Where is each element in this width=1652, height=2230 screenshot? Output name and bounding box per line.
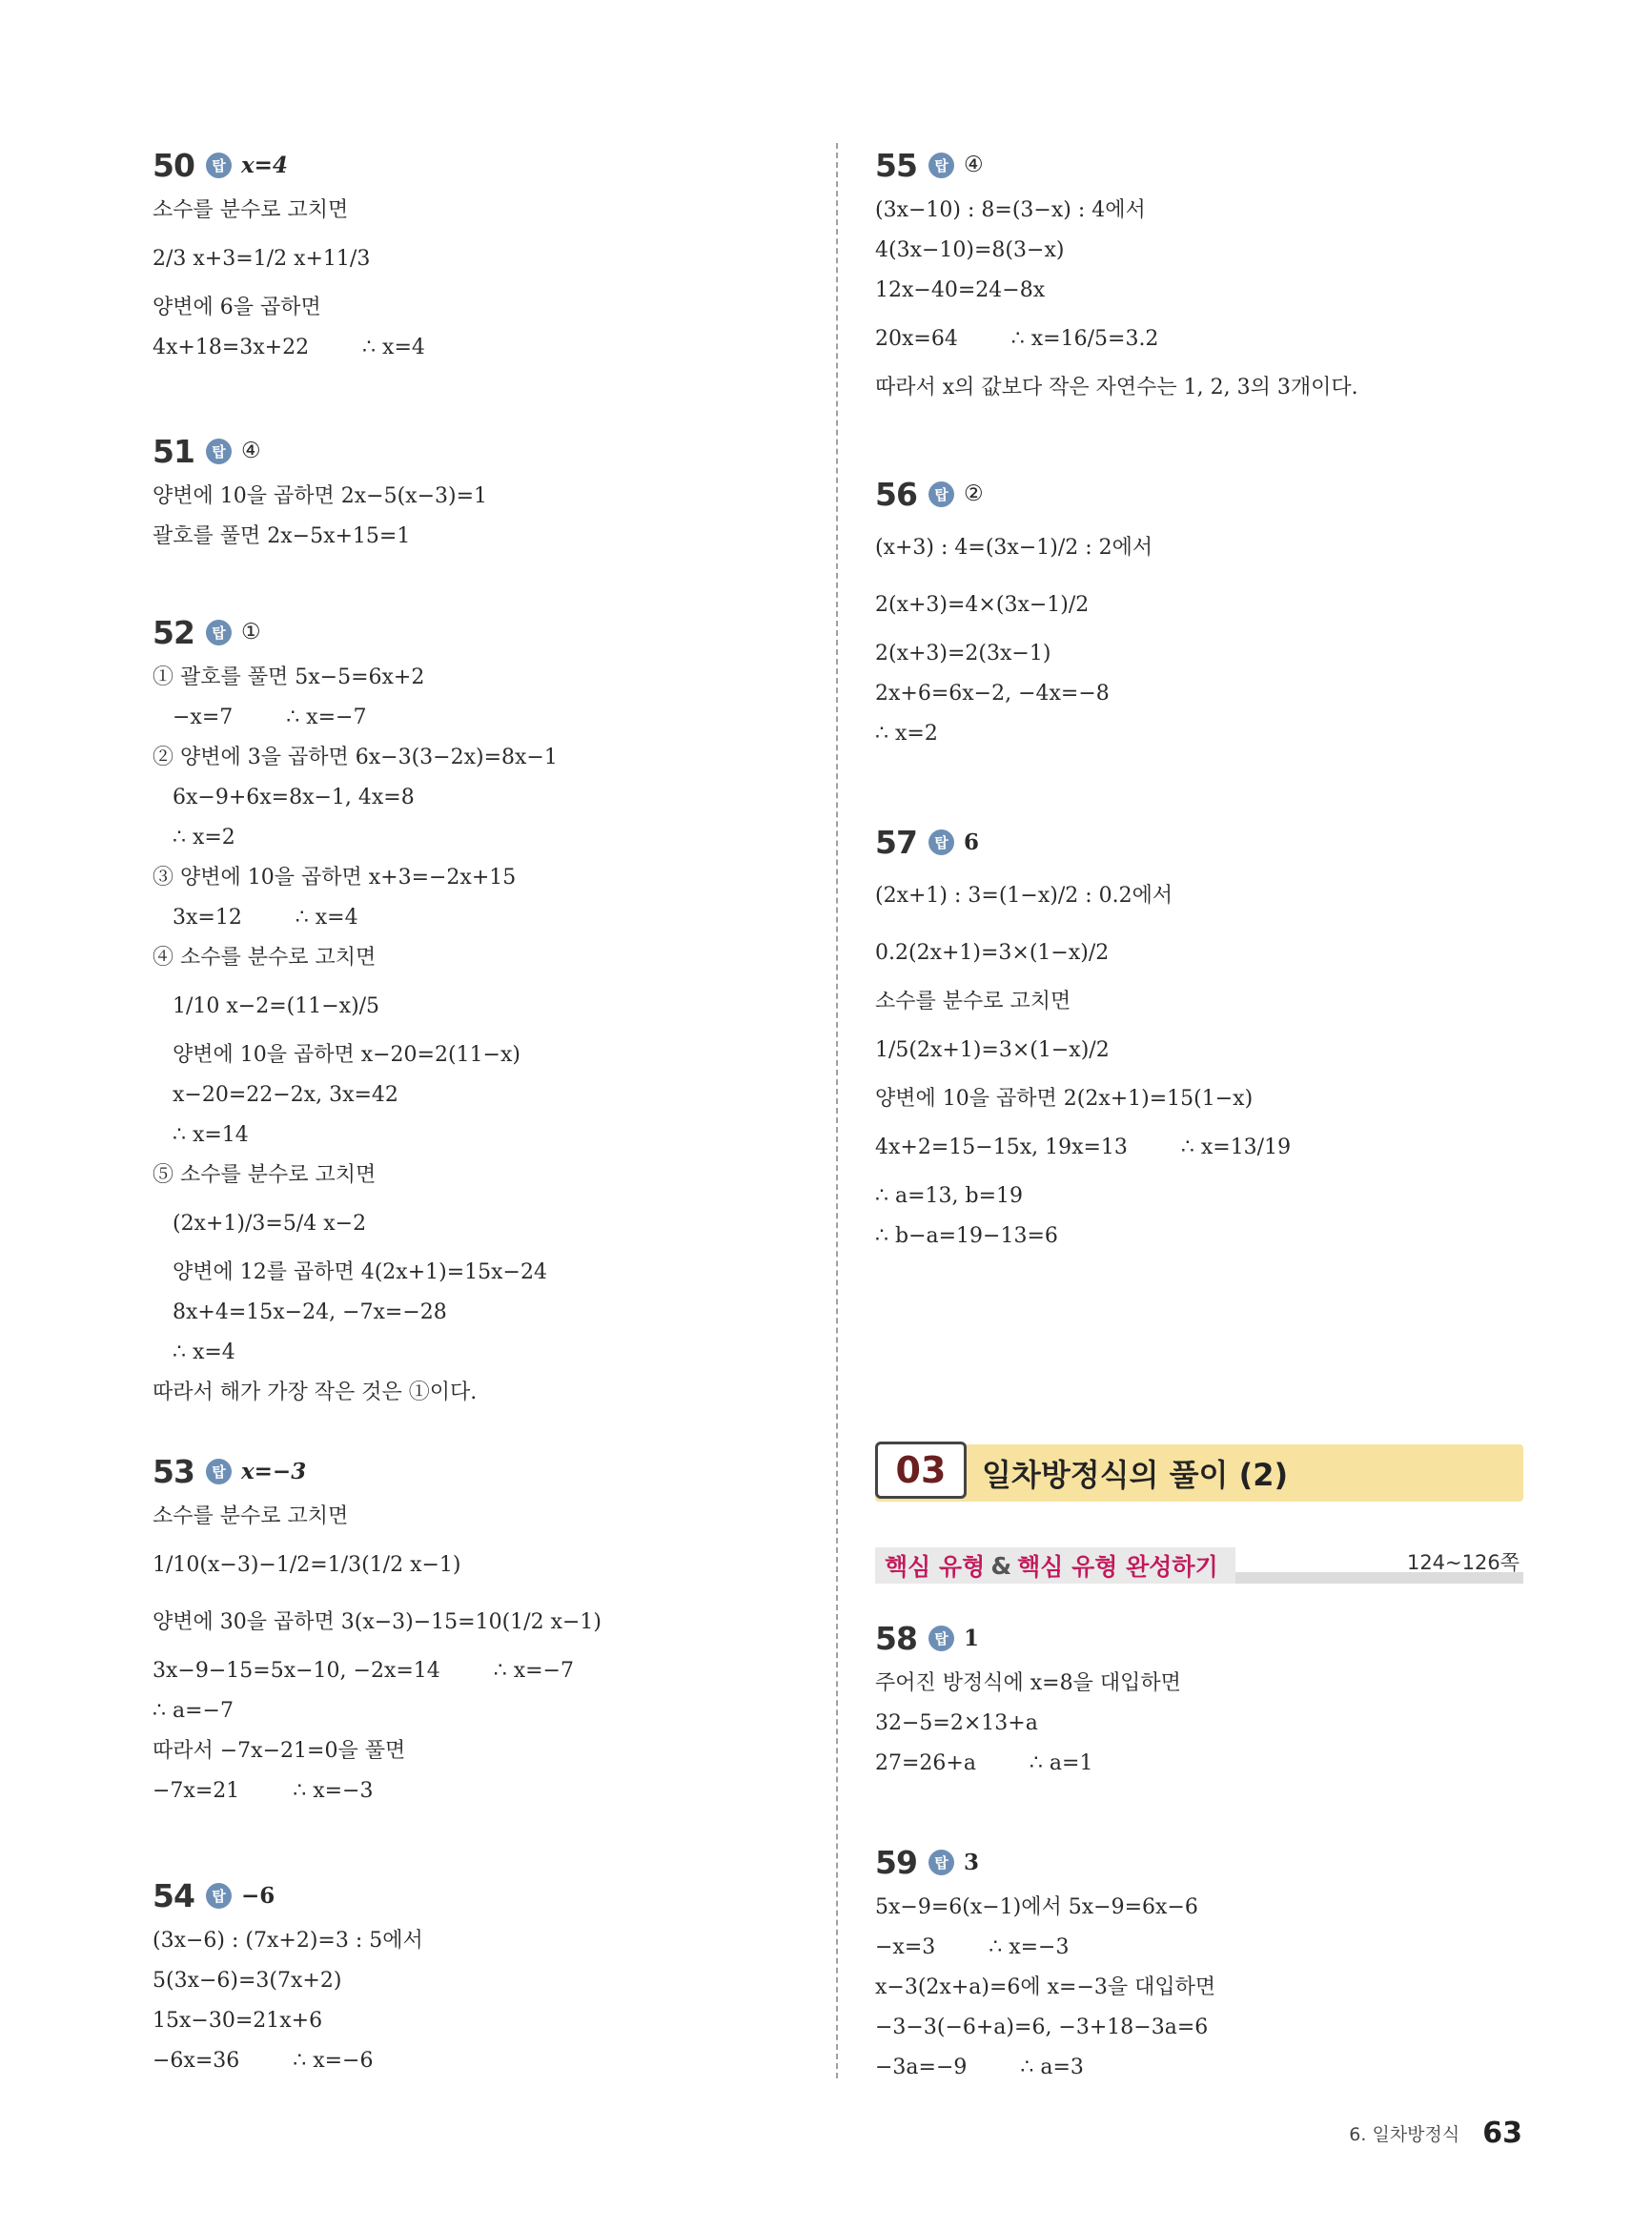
problem-58 <box>875 1616 1181 1784</box>
solution-line: (3x−6) : (7x+2)=3 : 5에서 <box>153 1929 423 1953</box>
problem-59 <box>875 1840 1215 2088</box>
solution-line: ⑤ 소수를 분수로 고치면 <box>153 1163 377 1187</box>
solution-line: 32−5=2×13+a <box>875 1711 1038 1735</box>
solution-line: ∴ a=13, b=19 <box>875 1184 1024 1208</box>
answer-badge-icon: 탑 <box>206 1883 232 1909</box>
solution-line: 괄호를 풀면 2x−5x+15=1 <box>153 524 411 548</box>
solution-line: −3a=−9 ∴ a=3 <box>875 2056 1084 2079</box>
answer: −6 <box>240 1882 275 1909</box>
answer-badge-icon: 탑 <box>928 1626 954 1651</box>
solution-line: −7x=21 ∴ x=−3 <box>153 1779 374 1803</box>
problem-number: 53 <box>153 1452 194 1490</box>
solution-line: ∴ x=4 <box>153 1340 235 1364</box>
problem-header <box>875 472 1152 516</box>
solution-line: 양변에 6을 곱하면 <box>153 296 321 319</box>
problem-header <box>875 820 1291 864</box>
solution-line: 27=26+a ∴ a=1 <box>875 1751 1093 1775</box>
solution-line: 2x+6=6x−2, −4x=−8 <box>875 682 1110 706</box>
problem-56 <box>875 472 1152 754</box>
solution-line: ② 양변에 3을 곱하면 6x−3(3−2x)=8x−1 <box>153 746 558 769</box>
subsection-label-2: 핵심 유형 완성하기 <box>1017 1553 1218 1581</box>
answer: ② <box>963 481 984 506</box>
solution-line: 12x−40=24−8x <box>875 278 1046 302</box>
solution-line: (3x−10) : 8=(3−x) : 4에서 <box>875 198 1146 222</box>
solution-line: ① 괄호를 풀면 5x−5=6x+2 <box>153 665 425 689</box>
answer-badge-icon: 탑 <box>928 481 954 507</box>
solution-line: 2(x+3)=4×(3x−1)/2 <box>875 593 1090 617</box>
problem-57 <box>875 820 1291 1257</box>
problem-52 <box>153 610 558 1413</box>
problem-number: 51 <box>153 432 194 470</box>
answer-badge-icon: 탑 <box>206 620 232 645</box>
problem-number: 59 <box>875 1843 917 1881</box>
solution-line: 소수를 분수로 고치면 <box>153 198 349 222</box>
section-title: 일차방정식의 풀이 (2) <box>982 1457 1289 1493</box>
column-divider <box>836 143 838 2078</box>
problem-header <box>153 1873 423 1917</box>
solution-line: 따라서 x의 값보다 작은 자연수는 1, 2, 3의 3개이다. <box>875 376 1358 399</box>
problem-number: 58 <box>875 1619 917 1657</box>
solution-line: ∴ x=2 <box>875 722 938 746</box>
solution-line: 3x−9−15=5x−10, −2x=14 ∴ x=−7 <box>153 1659 574 1683</box>
problem-55 <box>875 143 1358 408</box>
problem-number: 57 <box>875 823 917 861</box>
answer: x=−3 <box>240 1458 307 1484</box>
answer: ① <box>240 620 261 644</box>
solution-line: 20x=64 ∴ x=16/5=3.2 <box>875 327 1159 351</box>
answer-badge-icon: 탑 <box>928 153 954 178</box>
solution-line: 6x−9+6x=8x−1, 4x=8 <box>153 786 415 809</box>
problem-53 <box>153 1449 602 1811</box>
solution-line: 4x+18=3x+22 ∴ x=4 <box>153 336 425 359</box>
answer-badge-icon: 탑 <box>206 1459 232 1484</box>
answer: x=4 <box>240 152 288 178</box>
problem-header <box>153 1449 602 1493</box>
solution-line: 양변에 30을 곱하면 3(x−3)−15=10(1/2 x−1) <box>153 1610 602 1634</box>
problem-header <box>875 143 1358 187</box>
problem-header <box>153 610 558 654</box>
problem-number: 55 <box>875 146 917 184</box>
subsection-label-1: 핵심 유형 <box>885 1553 986 1581</box>
answer-badge-icon: 탑 <box>206 153 232 178</box>
problem-header <box>153 143 425 187</box>
solution-line: 2(x+3)=2(3x−1) <box>875 642 1051 665</box>
solution-line: x−3(2x+a)=6에 x=−3을 대입하면 <box>875 1975 1216 1999</box>
solution-line: 1/10(x−3)−1/2=1/3(1/2 x−1) <box>153 1553 461 1577</box>
solution-line: −3−3(−6+a)=6, −3+18−3a=6 <box>875 2015 1209 2039</box>
problem-number: 50 <box>153 146 194 184</box>
solution-line: (2x+1) : 3=(1−x)/2 : 0.2에서 <box>875 884 1173 908</box>
answer: 6 <box>963 829 979 855</box>
answer-badge-icon: 탑 <box>928 829 954 855</box>
solution-line: 양변에 10을 곱하면 2(2x+1)=15(1−x) <box>875 1087 1254 1111</box>
page-range: 124~126쪽 <box>1406 1551 1519 1574</box>
solution-line: 1/5(2x+1)=3×(1−x)/2 <box>875 1038 1110 1062</box>
solution-line: ∴ x=14 <box>153 1123 249 1147</box>
problem-header <box>153 429 487 473</box>
solution-line: −x=3 ∴ x=−3 <box>875 1935 1070 1959</box>
problem-50 <box>153 143 425 368</box>
solution-line: −x=7 ∴ x=−7 <box>153 706 367 729</box>
section-number: 03 <box>875 1442 967 1499</box>
answer: 3 <box>963 1849 979 1875</box>
problem-number: 52 <box>153 613 194 651</box>
solution-line: ∴ b−a=19−13=6 <box>875 1224 1058 1248</box>
solution-line: 5(3x−6)=3(7x+2) <box>153 1969 342 1993</box>
solution-line: 8x+4=15x−24, −7x=−28 <box>153 1300 447 1324</box>
solution-line: ③ 양변에 10을 곱하면 x+3=−2x+15 <box>153 866 517 890</box>
solution-line: 양변에 10을 곱하면 2x−5(x−3)=1 <box>153 484 488 508</box>
solution-line: −6x=36 ∴ x=−6 <box>153 2049 374 2073</box>
solution-line: 양변에 12를 곱하면 4(2x+1)=15x−24 <box>153 1260 547 1284</box>
page-number: 63 <box>1482 2117 1522 2150</box>
solution-line: 소수를 분수로 고치면 <box>875 990 1071 1013</box>
solution-line: 15x−30=21x+6 <box>153 2009 323 2033</box>
solution-line: x−20=22−2x, 3x=42 <box>153 1083 398 1107</box>
solution-line: 소수를 분수로 고치면 <box>153 1504 349 1528</box>
problem-number: 56 <box>875 475 917 513</box>
solution-line: ∴ a=−7 <box>153 1699 234 1723</box>
answer-badge-icon: 탑 <box>206 439 232 464</box>
solution-line: 양변에 10을 곱하면 x−20=2(11−x) <box>153 1043 520 1067</box>
problem-number: 54 <box>153 1876 194 1914</box>
solution-line: 따라서 −7x−21=0을 풀면 <box>153 1739 406 1763</box>
subsection-label <box>875 1547 1235 1584</box>
solution-line: 4x+2=15−15x, 19x=13 ∴ x=13/19 <box>875 1135 1292 1159</box>
solution-line: 5x−9=6(x−1)에서 5x−9=6x−6 <box>875 1895 1198 1919</box>
page-footer <box>1349 2117 1522 2150</box>
answer: 1 <box>963 1625 979 1651</box>
subsection-amp: & <box>990 1551 1012 1580</box>
solution-line: 1/10 x−2=(11−x)/5 <box>153 994 380 1018</box>
solution-line: 3x=12 ∴ x=4 <box>153 906 358 930</box>
problem-header <box>875 1840 1215 1884</box>
solution-line: 따라서 해가 가장 작은 것은 ①이다. <box>153 1381 478 1404</box>
solution-line: 2/3 x+3=1/2 x+11/3 <box>153 247 371 271</box>
answer-badge-icon: 탑 <box>928 1850 954 1875</box>
subsection-bar <box>875 1547 1523 1586</box>
problem-51 <box>153 429 487 557</box>
solution-line: ∴ x=2 <box>153 826 235 849</box>
solution-line: 주어진 방정식에 x=8을 대입하면 <box>875 1671 1181 1695</box>
solution-line: 4(3x−10)=8(3−x) <box>875 238 1065 262</box>
solution-line: 0.2(2x+1)=3×(1−x)/2 <box>875 941 1110 965</box>
answer: ④ <box>240 439 261 463</box>
answer: ④ <box>963 153 984 177</box>
solution-line: (x+3) : 4=(3x−1)/2 : 2에서 <box>875 536 1153 560</box>
problem-54 <box>153 1873 423 2081</box>
solution-line: (2x+1)/3=5/4 x−2 <box>153 1212 367 1236</box>
solution-line: ④ 소수를 분수로 고치면 <box>153 946 377 970</box>
problem-header <box>875 1616 1181 1660</box>
chapter-label: 6. 일차방정식 <box>1349 2124 1460 2145</box>
